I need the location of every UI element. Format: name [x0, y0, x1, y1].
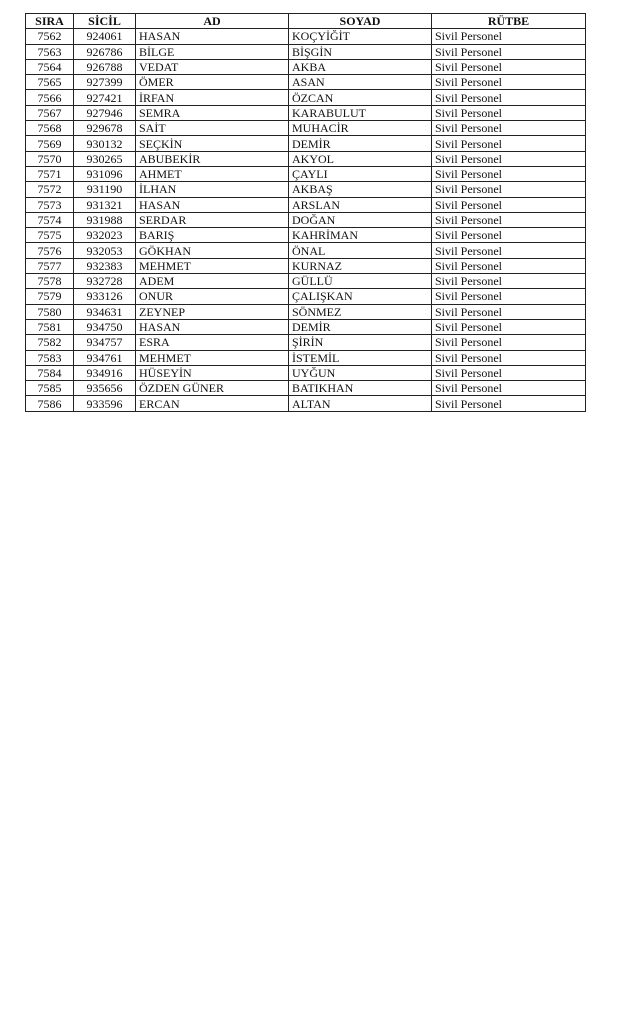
cell-ad: ÖMER — [136, 75, 289, 90]
cell-sira: 7574 — [26, 212, 74, 227]
cell-soyad: ALTAN — [289, 396, 432, 411]
cell-ad: HASAN — [136, 319, 289, 334]
table-row — [26, 75, 586, 90]
cell-sicil: 931096 — [74, 166, 136, 181]
table-body — [26, 29, 586, 411]
cell-rutbe: Sivil Personel — [432, 396, 586, 411]
cell-sira: 7570 — [26, 151, 74, 166]
cell-sicil: 930265 — [74, 151, 136, 166]
cell-sira: 7568 — [26, 121, 74, 136]
table-row — [26, 365, 586, 380]
cell-sira: 7579 — [26, 289, 74, 304]
cell-soyad: KOÇYİĞİT — [289, 29, 432, 44]
cell-sicil: 934761 — [74, 350, 136, 365]
cell-sira: 7567 — [26, 105, 74, 120]
cell-soyad: MUHACİR — [289, 121, 432, 136]
cell-soyad: DEMİR — [289, 136, 432, 151]
cell-ad: ZEYNEP — [136, 304, 289, 319]
table-row — [26, 396, 586, 411]
cell-rutbe: Sivil Personel — [432, 335, 586, 350]
cell-sicil: 926788 — [74, 59, 136, 74]
cell-ad: SERDAR — [136, 212, 289, 227]
cell-rutbe: Sivil Personel — [432, 365, 586, 380]
column-header-rutbe: RÜTBE — [432, 14, 586, 29]
cell-soyad: BATIKHAN — [289, 381, 432, 396]
cell-ad: ADEM — [136, 274, 289, 289]
document-page — [25, 13, 585, 412]
table-row — [26, 243, 586, 258]
cell-sicil: 934631 — [74, 304, 136, 319]
cell-soyad: ÇAYLI — [289, 166, 432, 181]
cell-soyad: ÇALIŞKAN — [289, 289, 432, 304]
cell-rutbe: Sivil Personel — [432, 166, 586, 181]
cell-rutbe: Sivil Personel — [432, 44, 586, 59]
cell-sira: 7578 — [26, 274, 74, 289]
cell-sicil: 932728 — [74, 274, 136, 289]
cell-rutbe: Sivil Personel — [432, 258, 586, 273]
cell-ad: HÜSEYİN — [136, 365, 289, 380]
cell-sira: 7585 — [26, 381, 74, 396]
cell-sicil: 934757 — [74, 335, 136, 350]
cell-sira: 7581 — [26, 319, 74, 334]
cell-rutbe: Sivil Personel — [432, 319, 586, 334]
cell-sira: 7572 — [26, 182, 74, 197]
column-header-sira: SIRA — [26, 14, 74, 29]
cell-rutbe: Sivil Personel — [432, 304, 586, 319]
cell-rutbe: Sivil Personel — [432, 151, 586, 166]
cell-ad: HASAN — [136, 29, 289, 44]
table-row — [26, 258, 586, 273]
cell-rutbe: Sivil Personel — [432, 90, 586, 105]
cell-soyad: ŞİRİN — [289, 335, 432, 350]
cell-ad: ABUBEKİR — [136, 151, 289, 166]
table-row — [26, 136, 586, 151]
cell-sicil: 927946 — [74, 105, 136, 120]
cell-ad: SEÇKİN — [136, 136, 289, 151]
cell-soyad: AKBA — [289, 59, 432, 74]
column-header-sicil: SİCİL — [74, 14, 136, 29]
cell-rutbe: Sivil Personel — [432, 121, 586, 136]
cell-sira: 7582 — [26, 335, 74, 350]
column-header-soyad: SOYAD — [289, 14, 432, 29]
cell-rutbe: Sivil Personel — [432, 212, 586, 227]
cell-sicil: 926786 — [74, 44, 136, 59]
cell-soyad: ASAN — [289, 75, 432, 90]
cell-soyad: İSTEMİL — [289, 350, 432, 365]
cell-rutbe: Sivil Personel — [432, 197, 586, 212]
cell-sicil: 932023 — [74, 228, 136, 243]
table-row — [26, 274, 586, 289]
table-row — [26, 381, 586, 396]
table-row — [26, 59, 586, 74]
table-row — [26, 44, 586, 59]
cell-sicil: 935656 — [74, 381, 136, 396]
cell-sicil: 927421 — [74, 90, 136, 105]
cell-sicil: 933596 — [74, 396, 136, 411]
table-header-row — [26, 14, 586, 29]
cell-sicil: 931190 — [74, 182, 136, 197]
cell-rutbe: Sivil Personel — [432, 59, 586, 74]
cell-soyad: ARSLAN — [289, 197, 432, 212]
cell-ad: İRFAN — [136, 90, 289, 105]
cell-sira: 7586 — [26, 396, 74, 411]
cell-soyad: GÜLLÜ — [289, 274, 432, 289]
cell-soyad: UYĞUN — [289, 365, 432, 380]
cell-ad: ESRA — [136, 335, 289, 350]
cell-rutbe: Sivil Personel — [432, 75, 586, 90]
table-row — [26, 197, 586, 212]
cell-ad: BİLGE — [136, 44, 289, 59]
cell-rutbe: Sivil Personel — [432, 29, 586, 44]
cell-ad: İLHAN — [136, 182, 289, 197]
cell-sicil: 930132 — [74, 136, 136, 151]
cell-sira: 7563 — [26, 44, 74, 59]
cell-sicil: 931988 — [74, 212, 136, 227]
cell-sicil: 932053 — [74, 243, 136, 258]
cell-sira: 7576 — [26, 243, 74, 258]
table-row — [26, 90, 586, 105]
table-row — [26, 29, 586, 44]
table-row — [26, 228, 586, 243]
cell-soyad: DEMİR — [289, 319, 432, 334]
cell-soyad: KARABULUT — [289, 105, 432, 120]
cell-sicil: 931321 — [74, 197, 136, 212]
cell-sira: 7573 — [26, 197, 74, 212]
table-row — [26, 289, 586, 304]
cell-soyad: ÖNAL — [289, 243, 432, 258]
cell-ad: ONUR — [136, 289, 289, 304]
cell-rutbe: Sivil Personel — [432, 243, 586, 258]
cell-sicil: 934750 — [74, 319, 136, 334]
table-row — [26, 151, 586, 166]
cell-sira: 7583 — [26, 350, 74, 365]
cell-sira: 7566 — [26, 90, 74, 105]
cell-sira: 7577 — [26, 258, 74, 273]
cell-soyad: SÖNMEZ — [289, 304, 432, 319]
table-row — [26, 212, 586, 227]
cell-soyad: KURNAZ — [289, 258, 432, 273]
cell-ad: VEDAT — [136, 59, 289, 74]
cell-ad: MEHMET — [136, 258, 289, 273]
cell-sicil: 932383 — [74, 258, 136, 273]
table-row — [26, 304, 586, 319]
cell-soyad: KAHRİMAN — [289, 228, 432, 243]
table-row — [26, 105, 586, 120]
cell-soyad: AKBAŞ — [289, 182, 432, 197]
cell-soyad: ÖZCAN — [289, 90, 432, 105]
cell-sira: 7562 — [26, 29, 74, 44]
cell-soyad: AKYOL — [289, 151, 432, 166]
cell-soyad: DOĞAN — [289, 212, 432, 227]
cell-ad: ÖZDEN GÜNER — [136, 381, 289, 396]
cell-ad: SAİT — [136, 121, 289, 136]
cell-soyad: BİŞGİN — [289, 44, 432, 59]
cell-ad: AHMET — [136, 166, 289, 181]
cell-sira: 7564 — [26, 59, 74, 74]
cell-rutbe: Sivil Personel — [432, 105, 586, 120]
cell-rutbe: Sivil Personel — [432, 228, 586, 243]
column-header-ad: AD — [136, 14, 289, 29]
personnel-table — [25, 13, 586, 412]
cell-rutbe: Sivil Personel — [432, 289, 586, 304]
table-row — [26, 121, 586, 136]
cell-rutbe: Sivil Personel — [432, 381, 586, 396]
cell-sira: 7565 — [26, 75, 74, 90]
cell-ad: HASAN — [136, 197, 289, 212]
table-row — [26, 166, 586, 181]
table-row — [26, 350, 586, 365]
cell-sira: 7571 — [26, 166, 74, 181]
cell-ad: SEMRA — [136, 105, 289, 120]
cell-sicil: 924061 — [74, 29, 136, 44]
cell-ad: ERCAN — [136, 396, 289, 411]
cell-ad: GÖKHAN — [136, 243, 289, 258]
cell-rutbe: Sivil Personel — [432, 136, 586, 151]
cell-rutbe: Sivil Personel — [432, 182, 586, 197]
cell-rutbe: Sivil Personel — [432, 350, 586, 365]
cell-sicil: 927399 — [74, 75, 136, 90]
table-row — [26, 335, 586, 350]
cell-sira: 7569 — [26, 136, 74, 151]
cell-ad: MEHMET — [136, 350, 289, 365]
cell-sira: 7575 — [26, 228, 74, 243]
cell-sicil: 934916 — [74, 365, 136, 380]
cell-sira: 7584 — [26, 365, 74, 380]
cell-sicil: 929678 — [74, 121, 136, 136]
table-row — [26, 319, 586, 334]
table-row — [26, 182, 586, 197]
cell-sira: 7580 — [26, 304, 74, 319]
cell-rutbe: Sivil Personel — [432, 274, 586, 289]
cell-ad: BARIŞ — [136, 228, 289, 243]
cell-sicil: 933126 — [74, 289, 136, 304]
